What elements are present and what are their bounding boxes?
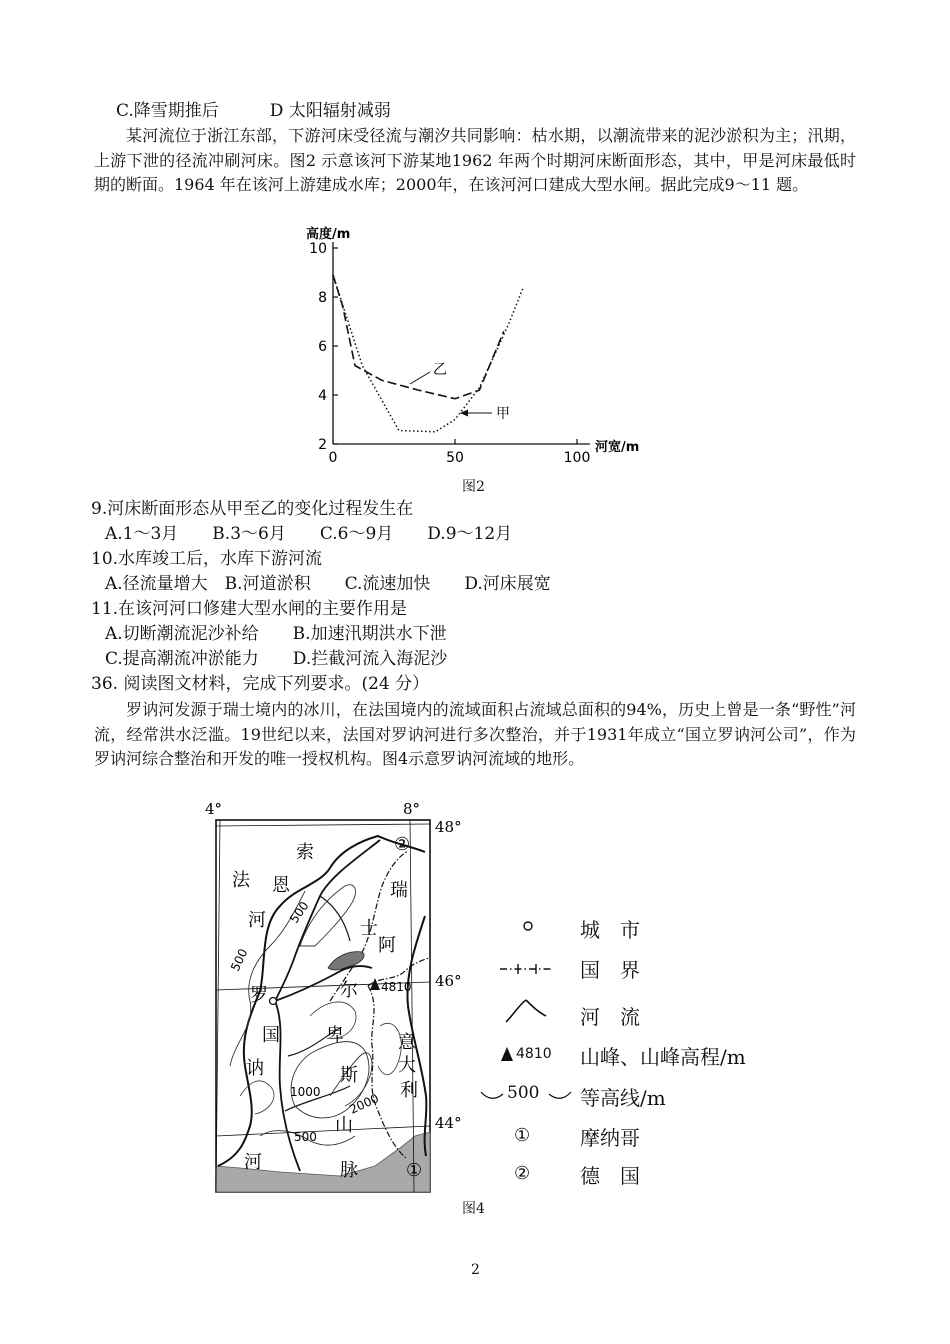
legend-germany-symbol: ② xyxy=(514,1163,531,1184)
map-label-mai: 脉 xyxy=(340,1160,358,1181)
fig2-y-tick-label: 6 xyxy=(318,339,327,355)
legend-label-monaco: 摩纳哥 xyxy=(580,1126,640,1150)
q9-stem: 9.河床断面形态从甲至乙的变化过程发生在 xyxy=(91,499,414,519)
lon-label-8: 8° xyxy=(403,800,421,818)
map-label-shan: 山 xyxy=(335,1115,353,1136)
lat-label-44: 44° xyxy=(435,1114,462,1132)
map-label-bei: 卑 xyxy=(326,1025,344,1046)
map-label-n1: ① xyxy=(406,1160,423,1181)
q36-stem: 36. 阅读图文材料，完成下列要求。(24 分） xyxy=(91,674,430,694)
legend-peak-value: 4810 xyxy=(516,1046,552,1062)
fig2-x-tick-label: 50 xyxy=(446,450,464,466)
map-label-si: 斯 xyxy=(340,1065,358,1086)
series-yi-line xyxy=(333,275,504,399)
map-label-guo: 国 xyxy=(262,1025,280,1046)
map-label-na: 讷 xyxy=(246,1058,264,1079)
legend-label-peak: 山峰、山峰高程/m xyxy=(580,1045,746,1069)
fig2-y-tick-label: 4 xyxy=(318,388,327,404)
city-lyon xyxy=(270,998,277,1005)
fig2-y-tick-label: 10 xyxy=(309,241,327,257)
fig2-y-tick-label: 8 xyxy=(318,290,327,306)
page-number: 2 xyxy=(471,1262,480,1278)
q11-stem: 11.在该河河口修建大型水闸的主要作用是 xyxy=(91,599,408,619)
fig2-x-tick-label: 0 xyxy=(328,450,338,466)
label-yi: 乙 xyxy=(433,362,447,378)
map-label-shi: 士 xyxy=(360,918,378,939)
map-label-he2: 河 xyxy=(244,1152,262,1173)
legend-city-icon xyxy=(518,916,538,936)
q11-options-1: A.切断潮流泥沙补给 B.加速汛期洪水下泄 xyxy=(105,624,447,644)
fig4-legend xyxy=(478,912,798,1192)
fig2-x-tick-label: 100 xyxy=(563,450,591,466)
q11-options-2: C.提高潮流冲淤能力 D.拦截河流入海泥沙 xyxy=(105,649,448,669)
map-label-rui: 瑞 xyxy=(390,880,408,901)
intro-paragraph: 某河流位于浙江东部，下游河床受径流与潮汐共同影响：枯水期，以潮流带来的泥沙淤积为主；汛期，上游下泄的径流冲刷河床。图2 示意该河下游某地1962 年两个时期河床断面形态，其中，甲是河床最低时期的断面。1964 年在该河上游建成水库；2000年，在该河河口建成大型水闸。据此完成9～11 题。 xyxy=(94,126,856,194)
q9-options: A.1～3月 B.3～6月 C.6～9月 D.9～12月 xyxy=(105,524,513,544)
map-label-suo: 索 xyxy=(296,842,314,863)
fig2-caption: 图2 xyxy=(462,479,485,495)
contour-label-500b: 500 xyxy=(228,946,251,974)
legend-label-city: 城 市 xyxy=(580,918,640,942)
legend-contour-icon-right xyxy=(548,1086,572,1102)
fig2-chart xyxy=(300,222,670,472)
map-label-da: 大 xyxy=(398,1055,416,1076)
contour-label-500c: 500 xyxy=(294,1130,317,1144)
q10-options: A.径流量增大 B.河道淤积 C.流速加快 D.河床展宽 xyxy=(105,574,551,594)
map-label-yi: 意 xyxy=(398,1032,416,1053)
legend-peak-icon xyxy=(500,1046,514,1062)
map-label-he1: 河 xyxy=(248,910,266,931)
fig4-caption: 图4 xyxy=(462,1201,485,1217)
legend-contour-value: 500 xyxy=(507,1083,540,1103)
legend-label-germany: 德 国 xyxy=(580,1164,640,1188)
legend-monaco-symbol: ① xyxy=(514,1125,531,1146)
map-label-n2: ② xyxy=(394,834,411,855)
legend-label-border: 国 界 xyxy=(580,958,640,982)
label-jia: 甲 xyxy=(496,406,510,422)
fig4-map xyxy=(200,796,480,1196)
label-yi-pointer xyxy=(410,372,430,384)
q8-options: C.降雪期推后 D 太阳辐射减弱 xyxy=(116,101,391,121)
legend-label-river: 河 流 xyxy=(580,1005,640,1029)
contour-label-500a: 500 xyxy=(286,898,312,926)
legend-contour-icon-left xyxy=(480,1086,504,1102)
map-label-luo: 罗 xyxy=(250,985,268,1006)
fig2-ylabel: 高度/m xyxy=(306,227,351,242)
map-label-a: 阿 xyxy=(378,935,396,956)
fig2-xlabel: 河宽/m xyxy=(595,440,640,455)
lat-label-46: 46° xyxy=(435,972,462,990)
map-label-en: 恩 xyxy=(272,875,290,896)
map-label-er: 尔 xyxy=(340,980,358,1001)
legend-label-contour: 等高线/m xyxy=(580,1086,666,1110)
lat-label-48: 48° xyxy=(435,818,462,836)
lon-label-4: 4° xyxy=(205,800,223,818)
contour-label-1000: 1000 xyxy=(290,1085,321,1099)
legend-river-icon xyxy=(504,996,548,1028)
legend-border-icon xyxy=(498,959,554,979)
contour-label-2000: 2000 xyxy=(347,1091,381,1117)
fig2-y-tick-label: 2 xyxy=(318,437,327,453)
map-label-li: 利 xyxy=(400,1080,418,1101)
q10-stem: 10.水库竣工后，水库下游河流 xyxy=(91,549,323,569)
map-label-fa: 法 xyxy=(232,870,250,891)
peak-label: 4810 xyxy=(381,980,412,994)
q36-paragraph: 罗讷河发源于瑞士境内的冰川，在法国境内的流域面积占流域总面积的94%，历史上曾是一条“野性”河流，经常洪水泛滥。19世纪以来，法国对罗讷河进行多次整治，并于1931年成立“国立罗讷河公司”，作为罗讷河综合整治和开发的唯一授权机构。图4示意罗讷河流域的地形。 xyxy=(94,700,856,768)
